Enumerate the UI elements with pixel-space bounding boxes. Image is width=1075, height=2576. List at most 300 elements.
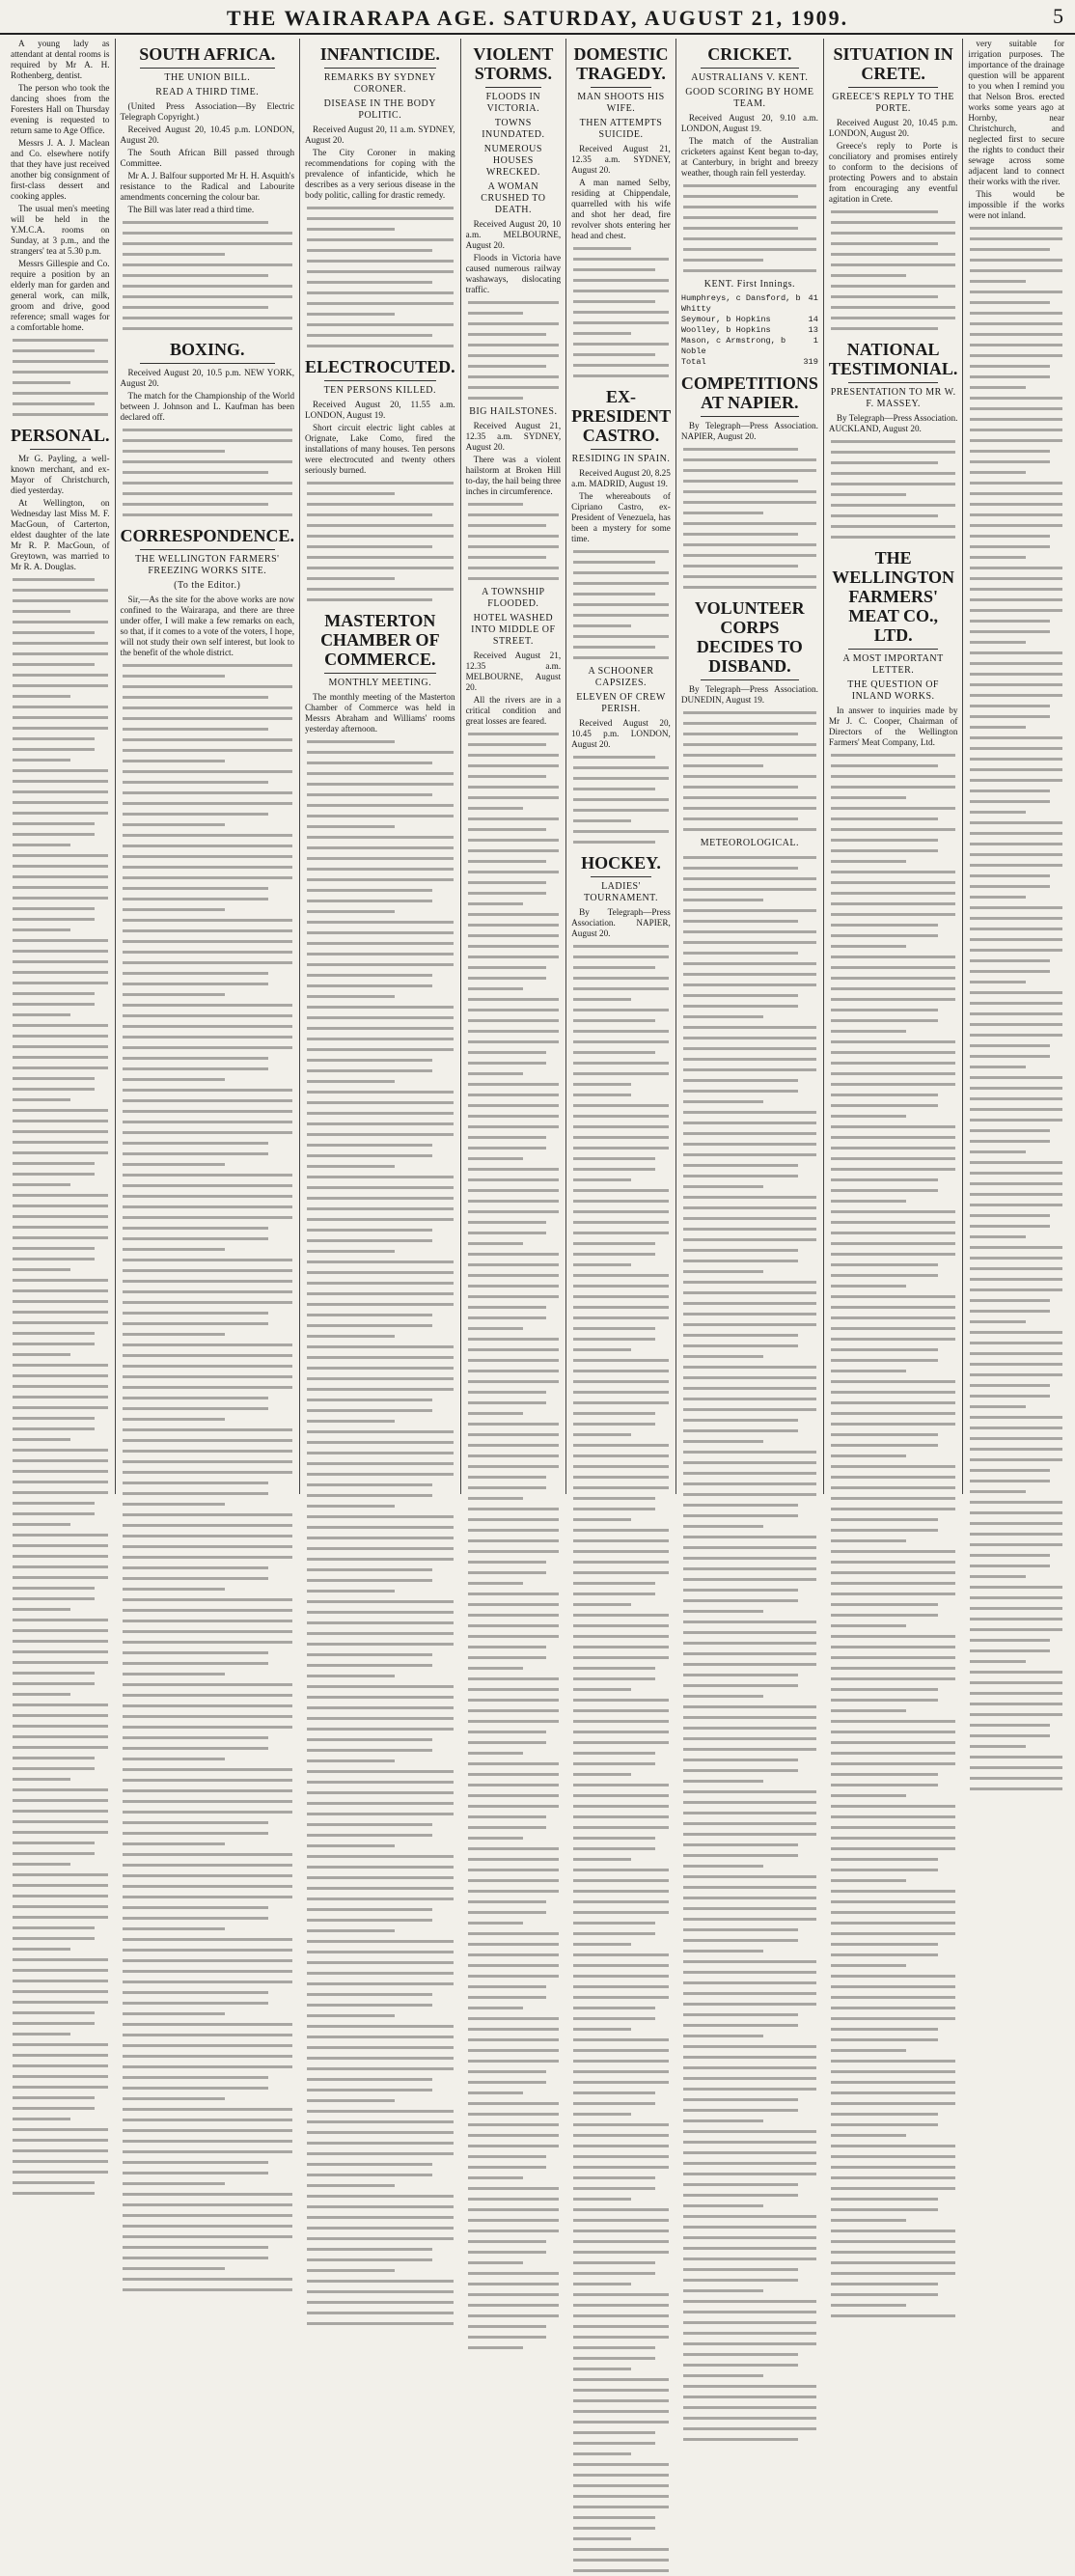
text-line [571,589,671,599]
text-line [305,584,455,595]
scorecard-row [681,357,818,368]
text-line [571,1122,671,1132]
article [829,340,958,542]
text-line [305,1607,455,1618]
text-line [571,2257,671,2268]
text-line [829,1759,958,1769]
text-line [968,1253,1064,1263]
text-line [466,2088,562,2098]
text-line [681,2105,818,2116]
text-line [466,877,562,888]
text-line [305,1023,455,1034]
text-line [466,308,562,319]
text-line [829,1005,958,1015]
text-line [466,1684,562,1695]
text-line [829,436,958,447]
text-line [121,724,295,734]
text-line [829,1196,958,1206]
text-line [466,2194,562,2204]
divider [701,416,799,417]
article-subheading: GREECE'S REPLY TO THE PORTE. [832,92,955,114]
text-line [121,1117,295,1127]
text-line [829,1780,958,1790]
text-line [121,1488,295,1499]
text-line [681,1489,818,1500]
text-line [466,739,562,750]
text-line [968,1593,1064,1603]
text-line [571,1206,671,1217]
divider [848,87,939,88]
text-line [968,1083,1064,1094]
text-line [121,1881,295,1892]
text-line [571,837,671,847]
text-line [466,2300,562,2311]
text-line [968,595,1064,605]
text-line [681,1160,818,1171]
text-line [681,2201,818,2211]
text-line [968,1741,1064,1752]
article-headline: PERSONAL. [11,426,110,445]
text-line [829,1037,958,1047]
text-line [466,1206,562,1217]
text-line [121,1711,295,1722]
text-line [11,2018,110,2029]
text-line [681,455,818,465]
text-line [681,571,818,582]
text-line [829,1790,958,1801]
text-line [968,1338,1064,1348]
text-line [681,1956,818,1967]
text-line [968,350,1064,361]
article-headline: ELECTROCUTED. [305,357,455,376]
text-line [121,1032,295,1042]
text-line [681,2020,818,2031]
scorecard-row [681,336,818,357]
text-line [466,1164,562,1175]
text-line [11,935,110,946]
article-paragraph: The Bill was later read a third time. [127,205,255,214]
text-line [571,2321,671,2332]
text-line [305,853,455,864]
text-line [305,1734,455,1745]
text-line [829,1705,958,1716]
text-line [829,532,958,542]
text-line [829,1047,958,1058]
text-line [305,1777,455,1787]
text-line [829,1068,958,1079]
text-line [968,255,1064,265]
text-line [305,1947,455,1957]
text-line [466,1387,562,1398]
text-line [968,1752,1064,1762]
text-line [121,1021,295,1032]
text-line [11,638,110,649]
text-line [11,1371,110,1381]
text-line [571,546,671,557]
text-line [305,2180,455,2191]
text-line [968,520,1064,531]
text-line [11,649,110,659]
text-line [466,1716,562,1727]
text-line [466,909,562,920]
text-line [829,1865,958,1875]
text-line [305,1384,455,1395]
runs: 14 [808,315,818,324]
text-line [11,1530,110,1540]
text-line [11,2167,110,2177]
text-line [571,1482,671,1493]
text-line [681,1139,818,1150]
text-line [11,787,110,797]
text-line [305,1469,455,1480]
text-line [121,2115,295,2125]
article-subheading: TOWNS INUNDATED. [482,118,545,140]
text-line [571,2470,671,2480]
text-line [829,1674,958,1684]
text-line [11,1731,110,1742]
text-line [305,488,455,499]
text-line [968,764,1064,775]
text-line [466,1833,562,1843]
divider [140,549,276,550]
text-line [466,2289,562,2300]
text-line [968,998,1064,1009]
text-line [571,1599,671,1610]
text-line [11,1063,110,1073]
text-line [681,2052,818,2063]
text-line [11,1010,110,1020]
text-line [11,680,110,691]
text-line [466,1642,562,1652]
text-line [121,2200,295,2210]
text-line [11,2124,110,2135]
article-paragraph: A young lady as attendant at dental rooms is required by Mr A. H. Rothenberg, dentist. [11,39,110,80]
text-line [571,1981,671,1992]
text-line [305,1448,455,1458]
text-line [829,2088,958,2098]
text-line [466,2066,562,2077]
text-line [466,1366,562,1376]
text-line [829,973,958,983]
text-line [681,1192,818,1203]
text-line [681,497,818,508]
text-line [968,1115,1064,1125]
text-line [829,511,958,521]
text-line [305,2297,455,2308]
text-line [681,1001,818,1011]
text-line [571,1260,671,1270]
text-line [11,627,110,638]
text-line [305,1511,455,1522]
text-line [305,1458,455,1469]
text-line [571,1164,671,1175]
text-line [305,1161,455,1172]
text-line [681,2009,818,2020]
text-line [466,1886,562,1897]
text-line [571,941,671,952]
article-headline: CORRESPONDENCE. [120,526,295,545]
article [305,611,455,843]
text-line [305,1267,455,1278]
text-line [305,1522,455,1533]
text-line [466,2024,562,2035]
text-line [305,1225,455,1235]
text-line [571,1822,671,1833]
text-line [121,671,295,681]
text-line [305,1766,455,1777]
text-line [466,2035,562,2045]
text-line [681,2211,818,2222]
text-line [11,1721,110,1731]
text-line [11,808,110,818]
text-line [968,871,1064,881]
text-line [571,784,671,794]
text-line [305,1426,455,1437]
text-line [466,1408,562,1419]
text-line [571,1642,671,1652]
text-line [571,1865,671,1875]
text-line [571,1536,671,1546]
text-line [968,1784,1064,1794]
text-line [968,531,1064,541]
text-line [121,2231,295,2242]
text-line [466,1334,562,1344]
text-line [968,1285,1064,1295]
text-line [968,1486,1064,1497]
text-line [121,313,295,323]
text-line [571,826,671,837]
text-line [466,563,562,573]
text-line [305,1405,455,1416]
text-line [968,1497,1064,1508]
text-line [571,1153,671,1164]
text-line [11,1509,110,1519]
text-line [466,2013,562,2024]
text-line [571,794,671,805]
text-line [121,1371,295,1382]
text-line [571,1344,671,1355]
text-line [571,1429,671,1440]
text-line [681,937,818,948]
text-line [571,339,671,349]
text-line [466,329,562,340]
text-line [121,1074,295,1085]
text-line [829,2183,958,2194]
text-line [829,1228,958,1238]
text-line [829,2279,958,2289]
text-line [466,1514,562,1525]
text-line [305,2064,455,2074]
text-line [466,1429,562,1440]
text-line [466,1238,562,1249]
text-line [466,973,562,983]
text-line [11,1041,110,1052]
text-line [305,1979,455,1989]
text-line [121,1233,295,1244]
text-line [681,1861,818,1871]
text-line [681,1606,818,1617]
text-line [829,1950,958,1960]
text-line [121,1955,295,1966]
text-line [968,711,1064,722]
text-line [968,287,1064,297]
text-line [571,1652,671,1663]
text-line [466,2056,562,2066]
text-line [305,1129,455,1140]
text-line [681,191,818,202]
article-paragraph: The person who took the dancing shoes from the Foresters Hall on Thursday evening is requested to return same to Age Office. [11,83,110,135]
text-line [466,1355,562,1366]
text-line [305,224,455,235]
text-line [681,1234,818,1245]
text-line [11,2092,110,2103]
text-line [305,758,455,768]
text-line [466,1302,562,1313]
text-line [571,994,671,1005]
text-line [571,599,671,610]
article-headline: VOLUNTEER CORPS DECIDES TO DISBAND. [695,598,805,676]
column-2 [116,39,301,1494]
text-line [681,2328,818,2339]
text-line [571,2162,671,2173]
text-line [681,2094,818,2105]
article-subheading: DISEASE IN THE BODY POLITIC. [323,98,436,121]
column-8 [963,39,1069,1494]
text-line [11,2156,110,2167]
text-line [11,1678,110,1689]
text-line [305,1140,455,1150]
text-line [466,1663,562,1674]
text-line [829,2098,958,2109]
text-line [829,1992,958,2003]
article-subheading: REMARKS BY SYDNEY CORONER. [323,72,436,95]
text-line [571,773,671,784]
text-line [681,1309,818,1319]
text-line [11,925,110,935]
text-line [571,1238,671,1249]
text-line [466,1759,562,1769]
text-line [681,2179,818,2190]
article [305,357,455,605]
text-line [11,1647,110,1657]
text-line [121,1924,295,1934]
text-line [305,2148,455,2159]
text-line [305,1490,455,1501]
text-line [571,1355,671,1366]
text-line [968,743,1064,754]
text-line [829,1185,958,1196]
text-line [121,2157,295,2168]
text-line [968,733,1064,743]
text-line [305,1756,455,1766]
text-line [11,1179,110,1190]
text-line [829,2109,958,2119]
text-line [466,2003,562,2013]
text-line [466,1281,562,1291]
text-line [121,1934,295,1945]
text-line [466,1005,562,1015]
text-line [829,1260,958,1270]
divider [591,449,651,450]
text-line [466,2151,562,2162]
text-line [466,1143,562,1153]
text-line [11,1264,110,1275]
article-paragraph: (United Press Association—By Electric Telegraph Copyright.) [120,101,295,122]
article [11,39,110,420]
text-line [829,447,958,457]
text-line [466,856,562,867]
text-line [305,1204,455,1214]
text-line [681,1415,818,1426]
text-line [11,2050,110,2061]
text-line [829,2226,958,2236]
text-line [121,2125,295,2136]
text-line [829,1939,958,1950]
text-line [829,1376,958,1387]
divider [324,673,436,674]
text-line [968,1316,1064,1327]
text-line [829,1684,958,1695]
text-line [571,1843,671,1854]
text-line [305,2095,455,2106]
text-line [121,425,295,435]
text-line [571,1769,671,1780]
article-paragraph: Mr G. Payling, a well-known merchant, and ex-Mayor of Christchurch, died yesterday. [11,454,110,495]
text-line [121,217,295,228]
text-line [681,1988,818,1999]
text-line [681,1245,818,1256]
text-line [571,2141,671,2151]
text-line [466,1737,562,1748]
text-line [466,1907,562,1918]
text-line [829,1143,958,1153]
text-line [571,2066,671,2077]
text-line [466,1079,562,1090]
text-line [968,393,1064,403]
text-line [968,1157,1064,1168]
text-line [571,1504,671,1514]
article-headline: COMPETITIONS AT NAPIER. [680,374,818,412]
text-line [305,1331,455,1342]
article [829,44,958,334]
text-line [121,1839,295,1849]
text-line [829,1419,958,1429]
text-line [11,797,110,808]
text-line [466,729,562,739]
text-line [681,1532,818,1542]
text-line [121,1042,295,1053]
text-line [968,775,1064,786]
text-line [829,1610,958,1620]
divider [848,382,939,383]
text-line [11,2114,110,2124]
text-line [305,1703,455,1713]
article-paragraph: Received August 20, 10.45 p.m. LONDON, August 20. [571,718,671,749]
article-paragraph: The usual men's meeting will be held in the Y.M.C.A. rooms on Sunday, at 3 p.m., and the strangers' tea at 5.30 p.m. [11,204,110,256]
text-line [571,1875,671,1886]
article-paragraph: Received August 20, 11 a.m. SYDNEY, August 20. [305,125,455,145]
text-line [968,626,1064,637]
text-line [305,1575,455,1586]
text-line [681,958,818,969]
text-line [829,899,958,909]
text-line [968,361,1064,372]
text-line [968,1370,1064,1380]
text-line [968,265,1064,276]
text-line [305,2021,455,2032]
text-line [305,266,455,277]
text-line [121,1276,295,1287]
